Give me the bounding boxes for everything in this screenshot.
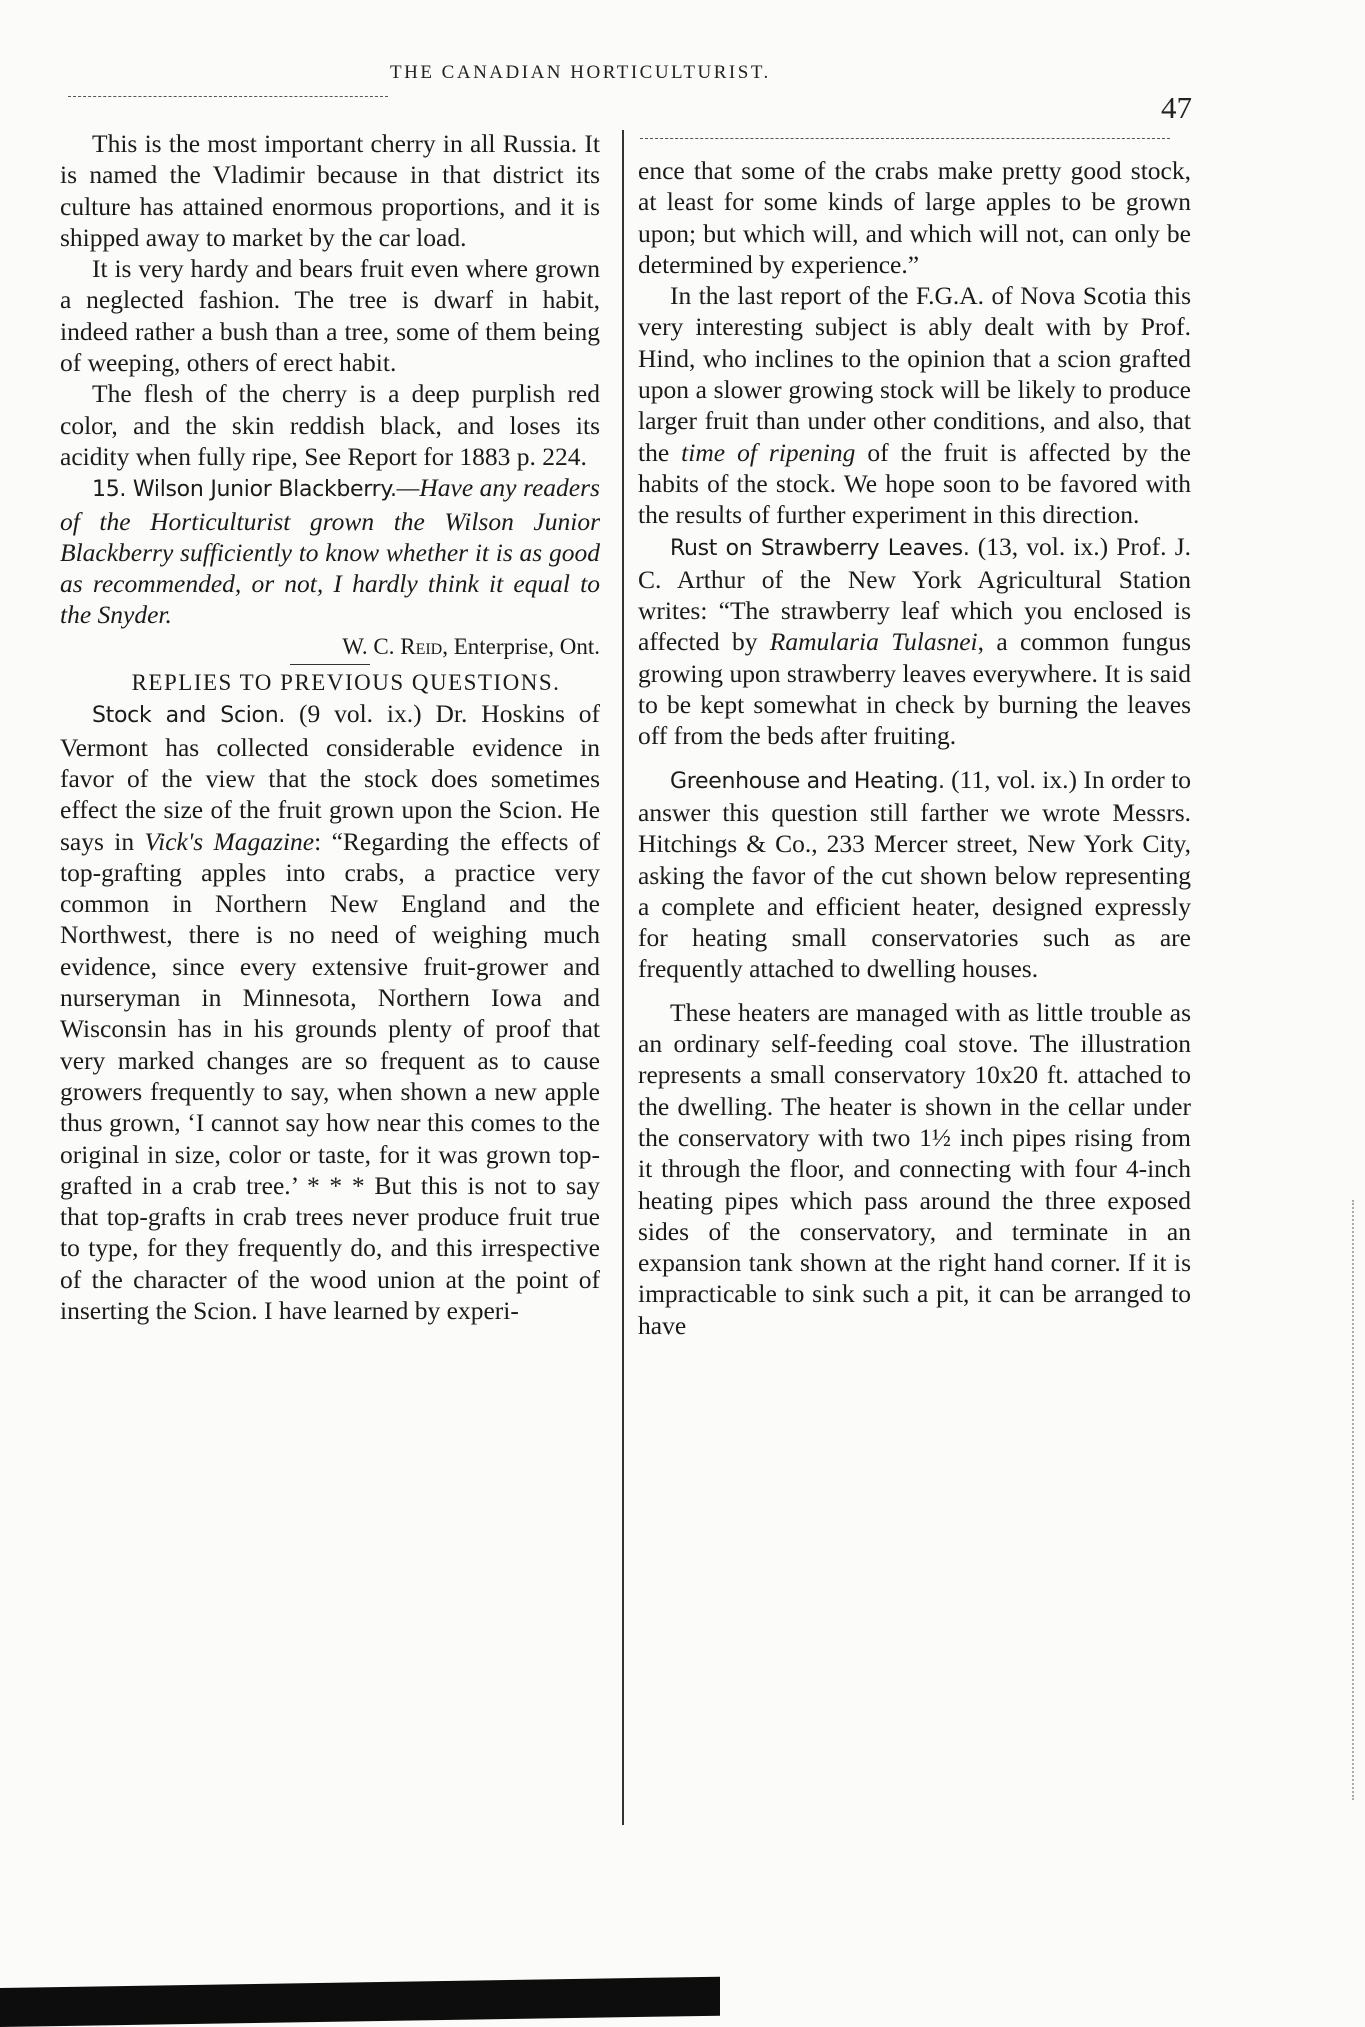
heater-fraction: 1½ — [919, 1122, 951, 1152]
paragraph-hardiness: It is very hardy and bears fruit even where grown a neglected fashion. The tree is dwarf in habit, indeed rather a bush than a tree, some of them being of weeping, others of erect habit. — [60, 254, 600, 378]
section-title-replies: REPLIES TO PREVIOUS QUESTIONS. — [131, 670, 561, 696]
paragraph-heaters — [638, 997, 1191, 1341]
rust-text-b: , a common fungus growing upon strawberry leaves everywhere. It is said to be kept somewhat in check by burning the leaves off from the beds after fruiting. — [638, 627, 1191, 751]
fga-italic: time of ripening — [681, 437, 856, 467]
question-15-body: —Have any readers of the Horticulturist grown the Wilson Junior Blackberry sufficiently to know whether it is as good as recommended, or not, I hardly think it equal to the Snyder. — [60, 473, 600, 630]
paragraph-gap — [638, 752, 1191, 764]
paragraph-flesh: The flesh of the cherry is a deep purplish red color, and the skin reddish black, and loses its acidity when fully ripe, See Report for 1883 p. 224. — [60, 379, 600, 471]
paragraph-rust-strawberry — [638, 531, 1191, 752]
paragraph-fga-report — [638, 280, 1191, 530]
section-divider — [290, 664, 370, 665]
scan-edge-marks — [1352, 1200, 1356, 1800]
question-15 — [60, 472, 600, 630]
stock-scion-heading: Stock and Scion. — [92, 703, 286, 729]
rust-italic: Ramularia Tulasnei — [769, 627, 978, 657]
heater-text-a: These heaters are managed with as little trouble as an ordinary self-feeding coal stove. The illustration represents a small conservatory 10x20 ft. attached to the dwelling. The heater is shown in the cellar under the conservatory with two — [638, 997, 1191, 1152]
paragraph-continued: ence that some of the crabs make pretty good stock, at least for some kinds of large apples to be grown upon; but which will, and which will not, can only be determined by experience.” — [638, 156, 1191, 279]
column-divider — [622, 130, 624, 1825]
stock-scion-body-a: Dr. Hoskins of Vermont has collected considerable evidence in favor of the view that the stock does sometimes effect the size of the fruit grown upon the Scion. He says in — [60, 699, 600, 856]
greenhouse-heading: Greenhouse and Heating. — [670, 768, 945, 794]
fga-text-b: of the fruit is affected by the habits of the stock. We hope soon to be favored with the results of further experiment in this direction. — [638, 437, 1191, 530]
question-15-signature — [60, 631, 600, 662]
paragraph-stock-scion — [60, 698, 600, 1326]
rust-text-a: (13, vol. ix.) Prof. J. C. Arthur of the New York Agricultural Station writes: “The strawberry leaf which you enclosed is affected by — [638, 531, 1191, 657]
paragraph-gap-2 — [638, 985, 1191, 997]
paragraph-vladimir-cherry: This is the most important cherry in all Russia. It is named the Vladimir because in that district its culture has attained enormous proportions, and it is shipped away to market by the car load. — [60, 129, 600, 252]
right-column — [638, 155, 1191, 1341]
header-rule-left — [68, 96, 388, 97]
header-rule-right — [640, 138, 1170, 139]
paragraph-greenhouse — [638, 764, 1191, 985]
question-15-heading: 15. Wilson Junior Blackberry. — [92, 477, 397, 503]
scan-shadow — [0, 1977, 720, 2027]
page-number: 47 — [1161, 90, 1192, 125]
stock-scion-ref: (9 vol. ix.) — [285, 699, 436, 729]
greenhouse-body: (11, vol. ix.) In order to answer this question still farther we wrote Messrs. Hitchings & Co., 233 Mercer street, New York City, asking the favor of the cut shown below representing a complete and efficient heater, designed expressly for heating small conservatories such as are frequently attached to dwelling houses. — [638, 764, 1191, 984]
fga-text-a: In the last report of the F.G.A. of Nova Scotia this very interesting subject is ably dealt with by Prof. Hind, who inclines to the opinion that a scion grafted upon a slower growing stock will be likely to produce larger fruit than under other conditions, and also, that the — [638, 281, 1191, 467]
rust-heading: Rust on Strawberry Leaves. — [670, 535, 970, 561]
heater-text-b: inch pipes rising from it through the floor, and connecting with four 4-inch heating pipes which pass around the three exposed sides of the conservatory, and terminate in an expansion tank shown at the right hand corner. If it is impracticable to sink such a pit, it can be arranged to have — [638, 1122, 1191, 1340]
stock-scion-body-b: : “Regarding the effects of top-grafting apples into crabs, a practice very common in Northern New England and the Northwest, there is no need of weighing much evidence, since every extensive fruit-grower and nurseryman in Minnesota, Northern Iowa and Wisconsin has in his grounds plenty of proof that very marked changes are so frequent as to cause growers frequently to say, when shown a new apple thus grown, ‘I cannot say how near this comes to the original in size, color or taste, for it was grown top-grafted in a crab tree.’ * * * But this is not to say that top-grafts in crab trees never produce fruit true to type, for they frequently do, and this irrespective of the character of the wood union at the point of inserting the Scion. I have learned by experi- — [60, 826, 601, 1325]
vicks-magazine: Vick's Magazine — [144, 826, 315, 856]
running-header: THE CANADIAN HORTICULTURIST. — [390, 62, 771, 83]
signature-place: , Enterprise, Ont. — [442, 633, 600, 659]
left-column — [60, 128, 600, 1326]
signature-name: W. C. Reid — [342, 633, 443, 659]
